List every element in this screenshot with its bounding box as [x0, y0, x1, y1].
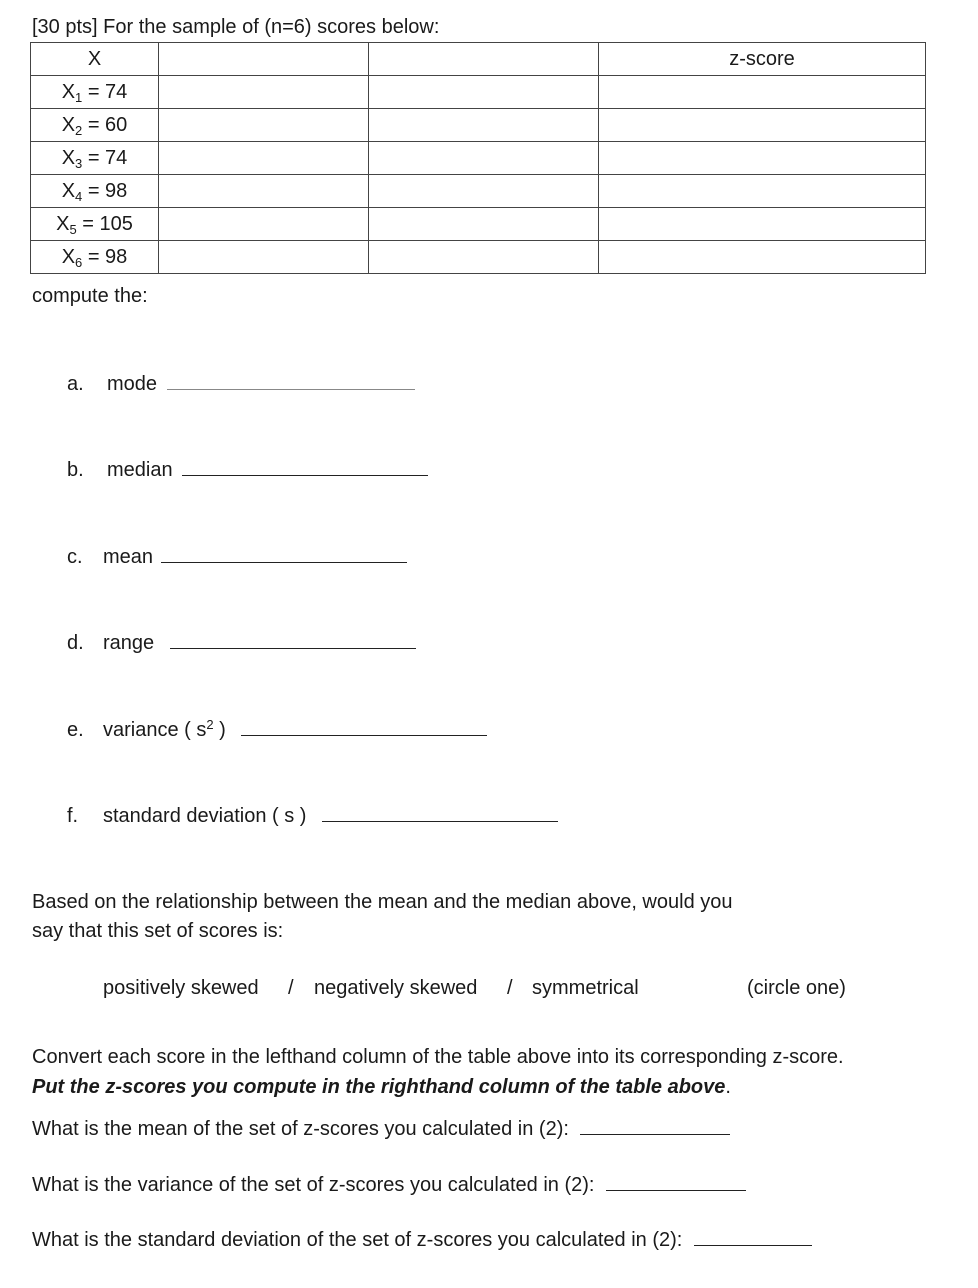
- compute-label: compute the:: [32, 285, 148, 307]
- zscore-instruction: Convert each score in the lefthand column of the table above into its corresponding z-score.: [32, 1046, 844, 1068]
- question-c: [67, 544, 407, 569]
- skew-separator-2: /: [507, 977, 513, 999]
- circle-one-note: (circle one): [747, 977, 846, 999]
- zscore-cell[interactable]: [599, 208, 926, 241]
- score-cell: $X_1 = 74$: [31, 76, 159, 109]
- blank-cell[interactable]: [159, 109, 369, 142]
- zscore-sd-blank[interactable]: [694, 1227, 812, 1246]
- skew-option-symmetrical[interactable]: symmetrical: [532, 977, 639, 999]
- question-c-letter: c.: [67, 546, 83, 568]
- zscore-variance-question: What is the variance of the set of z-scores you calculated in (2):: [32, 1172, 746, 1197]
- zscore-mean-blank[interactable]: [580, 1116, 730, 1135]
- score-cell: $X_6 = 98$: [31, 241, 159, 274]
- question-d-label: range: [103, 632, 155, 654]
- header-col2: [159, 43, 369, 76]
- question-b: [67, 457, 428, 482]
- blank-cell[interactable]: [369, 109, 599, 142]
- question-e: [67, 717, 487, 742]
- question-e-label: variance ( $s^2$ ): [103, 717, 226, 741]
- mean-answer-blank[interactable]: [161, 544, 407, 563]
- score-cell: $X_3 = 74$: [31, 142, 159, 175]
- table-row: [31, 208, 926, 241]
- skew-option-negative[interactable]: negatively skewed: [314, 977, 478, 999]
- median-answer-blank[interactable]: [182, 457, 428, 476]
- table-row: [31, 142, 926, 175]
- blank-cell[interactable]: [159, 175, 369, 208]
- skew-option-positive[interactable]: positively skewed: [103, 977, 259, 999]
- variance-answer-blank[interactable]: [241, 717, 487, 736]
- question-f-label: standard deviation ( s ): [103, 805, 307, 827]
- header-zscore: z-score: [599, 43, 926, 76]
- table-header-row: [31, 43, 926, 76]
- question-e-letter: e.: [67, 719, 84, 741]
- question-a: [67, 371, 415, 396]
- score-cell: $X_2 = 60$: [31, 109, 159, 142]
- zscore-variance-blank[interactable]: [606, 1172, 746, 1191]
- blank-cell[interactable]: [159, 208, 369, 241]
- zscore-sd-question: What is the standard deviation of the set of z-scores you calculated in (2):: [32, 1227, 812, 1252]
- skew-separator-1: /: [288, 977, 294, 999]
- blank-cell[interactable]: [159, 241, 369, 274]
- skew-question-line2: say that this set of scores is:: [32, 920, 284, 942]
- table-row: [31, 241, 926, 274]
- question-a-letter: a.: [67, 373, 84, 395]
- score-cell: $X_4 = 98$: [31, 175, 159, 208]
- blank-cell[interactable]: [369, 175, 599, 208]
- question-a-label: mode: [107, 373, 158, 395]
- scores-table: [30, 42, 926, 274]
- zscore-cell[interactable]: [599, 241, 926, 274]
- question-d: [67, 630, 416, 655]
- blank-cell[interactable]: [369, 76, 599, 109]
- question-f-letter: f.: [67, 805, 79, 827]
- blank-cell[interactable]: [369, 241, 599, 274]
- page-title: [30 pts] For the sample of (n=6) scores below:: [32, 16, 440, 38]
- mode-answer-blank[interactable]: [167, 371, 415, 390]
- blank-cell[interactable]: [159, 142, 369, 175]
- question-f: [67, 803, 558, 828]
- question-d-letter: d.: [67, 632, 84, 654]
- table-row: [31, 175, 926, 208]
- question-c-label: mean: [103, 546, 154, 568]
- sd-answer-blank[interactable]: [322, 803, 558, 822]
- blank-cell[interactable]: [369, 208, 599, 241]
- range-answer-blank[interactable]: [170, 630, 416, 649]
- table-row: [31, 109, 926, 142]
- question-b-label: median: [107, 459, 173, 481]
- zscore-cell[interactable]: [599, 142, 926, 175]
- question-b-letter: b.: [67, 459, 84, 481]
- blank-cell[interactable]: [159, 76, 369, 109]
- header-x: X: [31, 43, 159, 76]
- zscore-cell[interactable]: [599, 175, 926, 208]
- zscore-instruction-emphasis: Put the z-scores you compute in the righthand column of the table above.: [32, 1076, 731, 1098]
- skew-question-line1: Based on the relationship between the mean and the median above, would you: [32, 891, 733, 913]
- table-row: [31, 76, 926, 109]
- score-cell: $X_5 = 105$: [31, 208, 159, 241]
- zscore-cell[interactable]: [599, 76, 926, 109]
- blank-cell[interactable]: [369, 142, 599, 175]
- zscore-mean-question: What is the mean of the set of z-scores you calculated in (2):: [32, 1116, 730, 1141]
- header-col3: [369, 43, 599, 76]
- zscore-cell[interactable]: [599, 109, 926, 142]
